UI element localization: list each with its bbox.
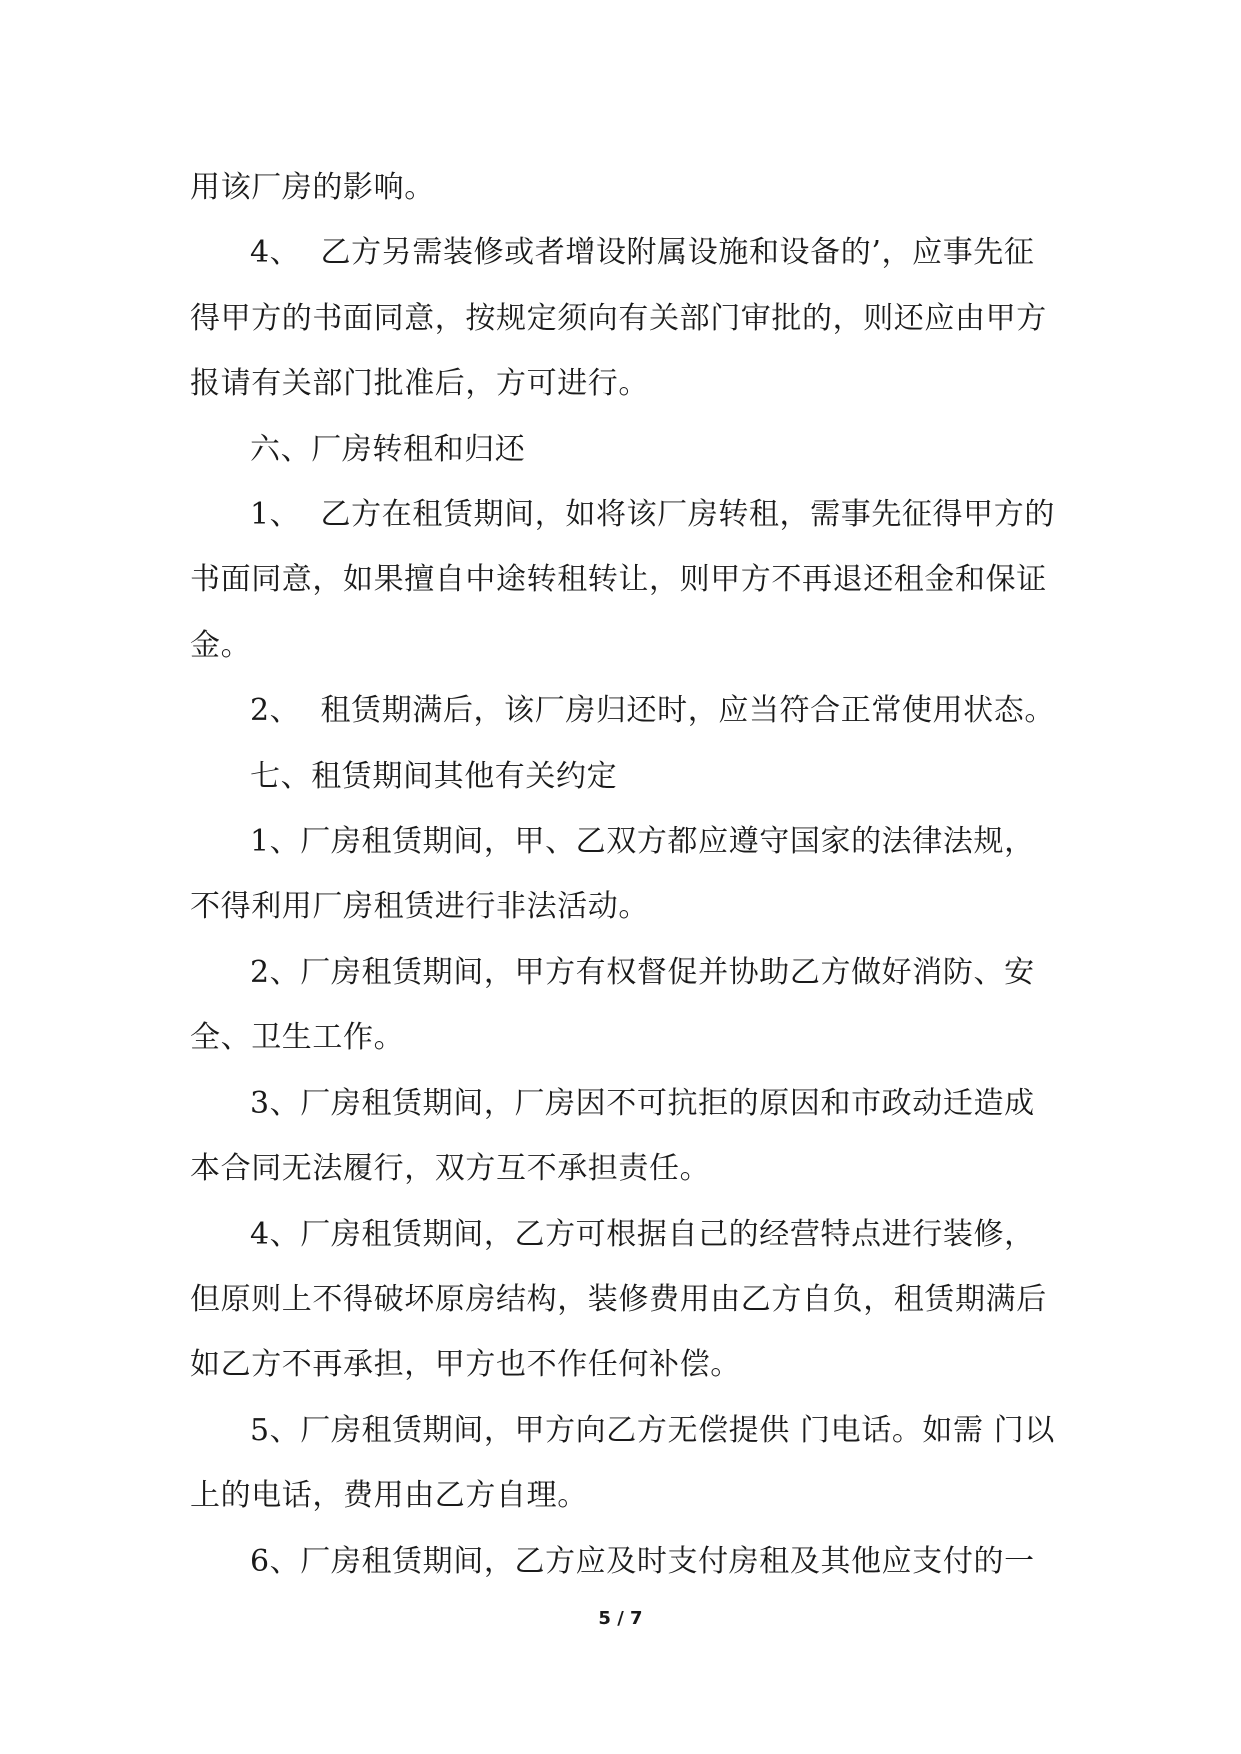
section-heading-7: 七、租赁期间其他有关约定 [250,758,618,794]
paragraph-clause-7-4: 4、厂房租赁期间，乙方可根据自己的经营特点进行装修，但原则上不得破坏原房结构，装修费用由乙方自负，租赁期满后如乙方不再承担，甲方也不作任何补偿。 [190,1216,1047,1383]
document-body [190,155,1060,1594]
page-number: 5 / 7 [598,1608,643,1629]
section-heading-6: 六、厂房转租和归还 [250,431,526,467]
paragraph-clause-6-2: 2、 租赁期满后，该厂房归还时，应当符合正常使用状态。 [250,693,1055,729]
paragraph-continuation: 用该厂房的影响。 [190,170,435,205]
paragraph-clause-7-5: 5、厂房租赁期间，甲方向乙方无偿提供 门电话。如需 门以上的电话，费用由乙方自理。 [190,1412,1055,1514]
paragraph-clause-7-3: 3、厂房租赁期间，厂房因不可抗拒的原因和市政动迁造成本合同无法履行，双方互不承担责任。 [190,1085,1035,1187]
paragraph-clause-6-1: 1、 乙方在租赁期间，如将该厂房转租，需事先征得甲方的书面同意，如果擅自中途转租转让，则甲方不再退还租金和保证金。 [190,497,1055,663]
paragraph-clause-7-2: 2、厂房租赁期间，甲方有权督促并协助乙方做好消防、安全、卫生工作。 [190,954,1035,1056]
paragraph-clause-7-1: 1、厂房租赁期间，甲、乙双方都应遵守国家的法律法规，不得利用厂房租赁进行非法活动。 [190,824,1035,925]
paragraph-clause-7-6: 6、厂房租赁期间，乙方应及时支付房租及其他应支付的一 [250,1543,1035,1579]
paragraph-clause-5-4: 4、 乙方另需装修或者增设附属设施和设备的’，应事先征得甲方的书面同意，按规定须向有关部门审批的，则还应由甲方报请有关部门批准后，方可进行。 [190,235,1047,402]
